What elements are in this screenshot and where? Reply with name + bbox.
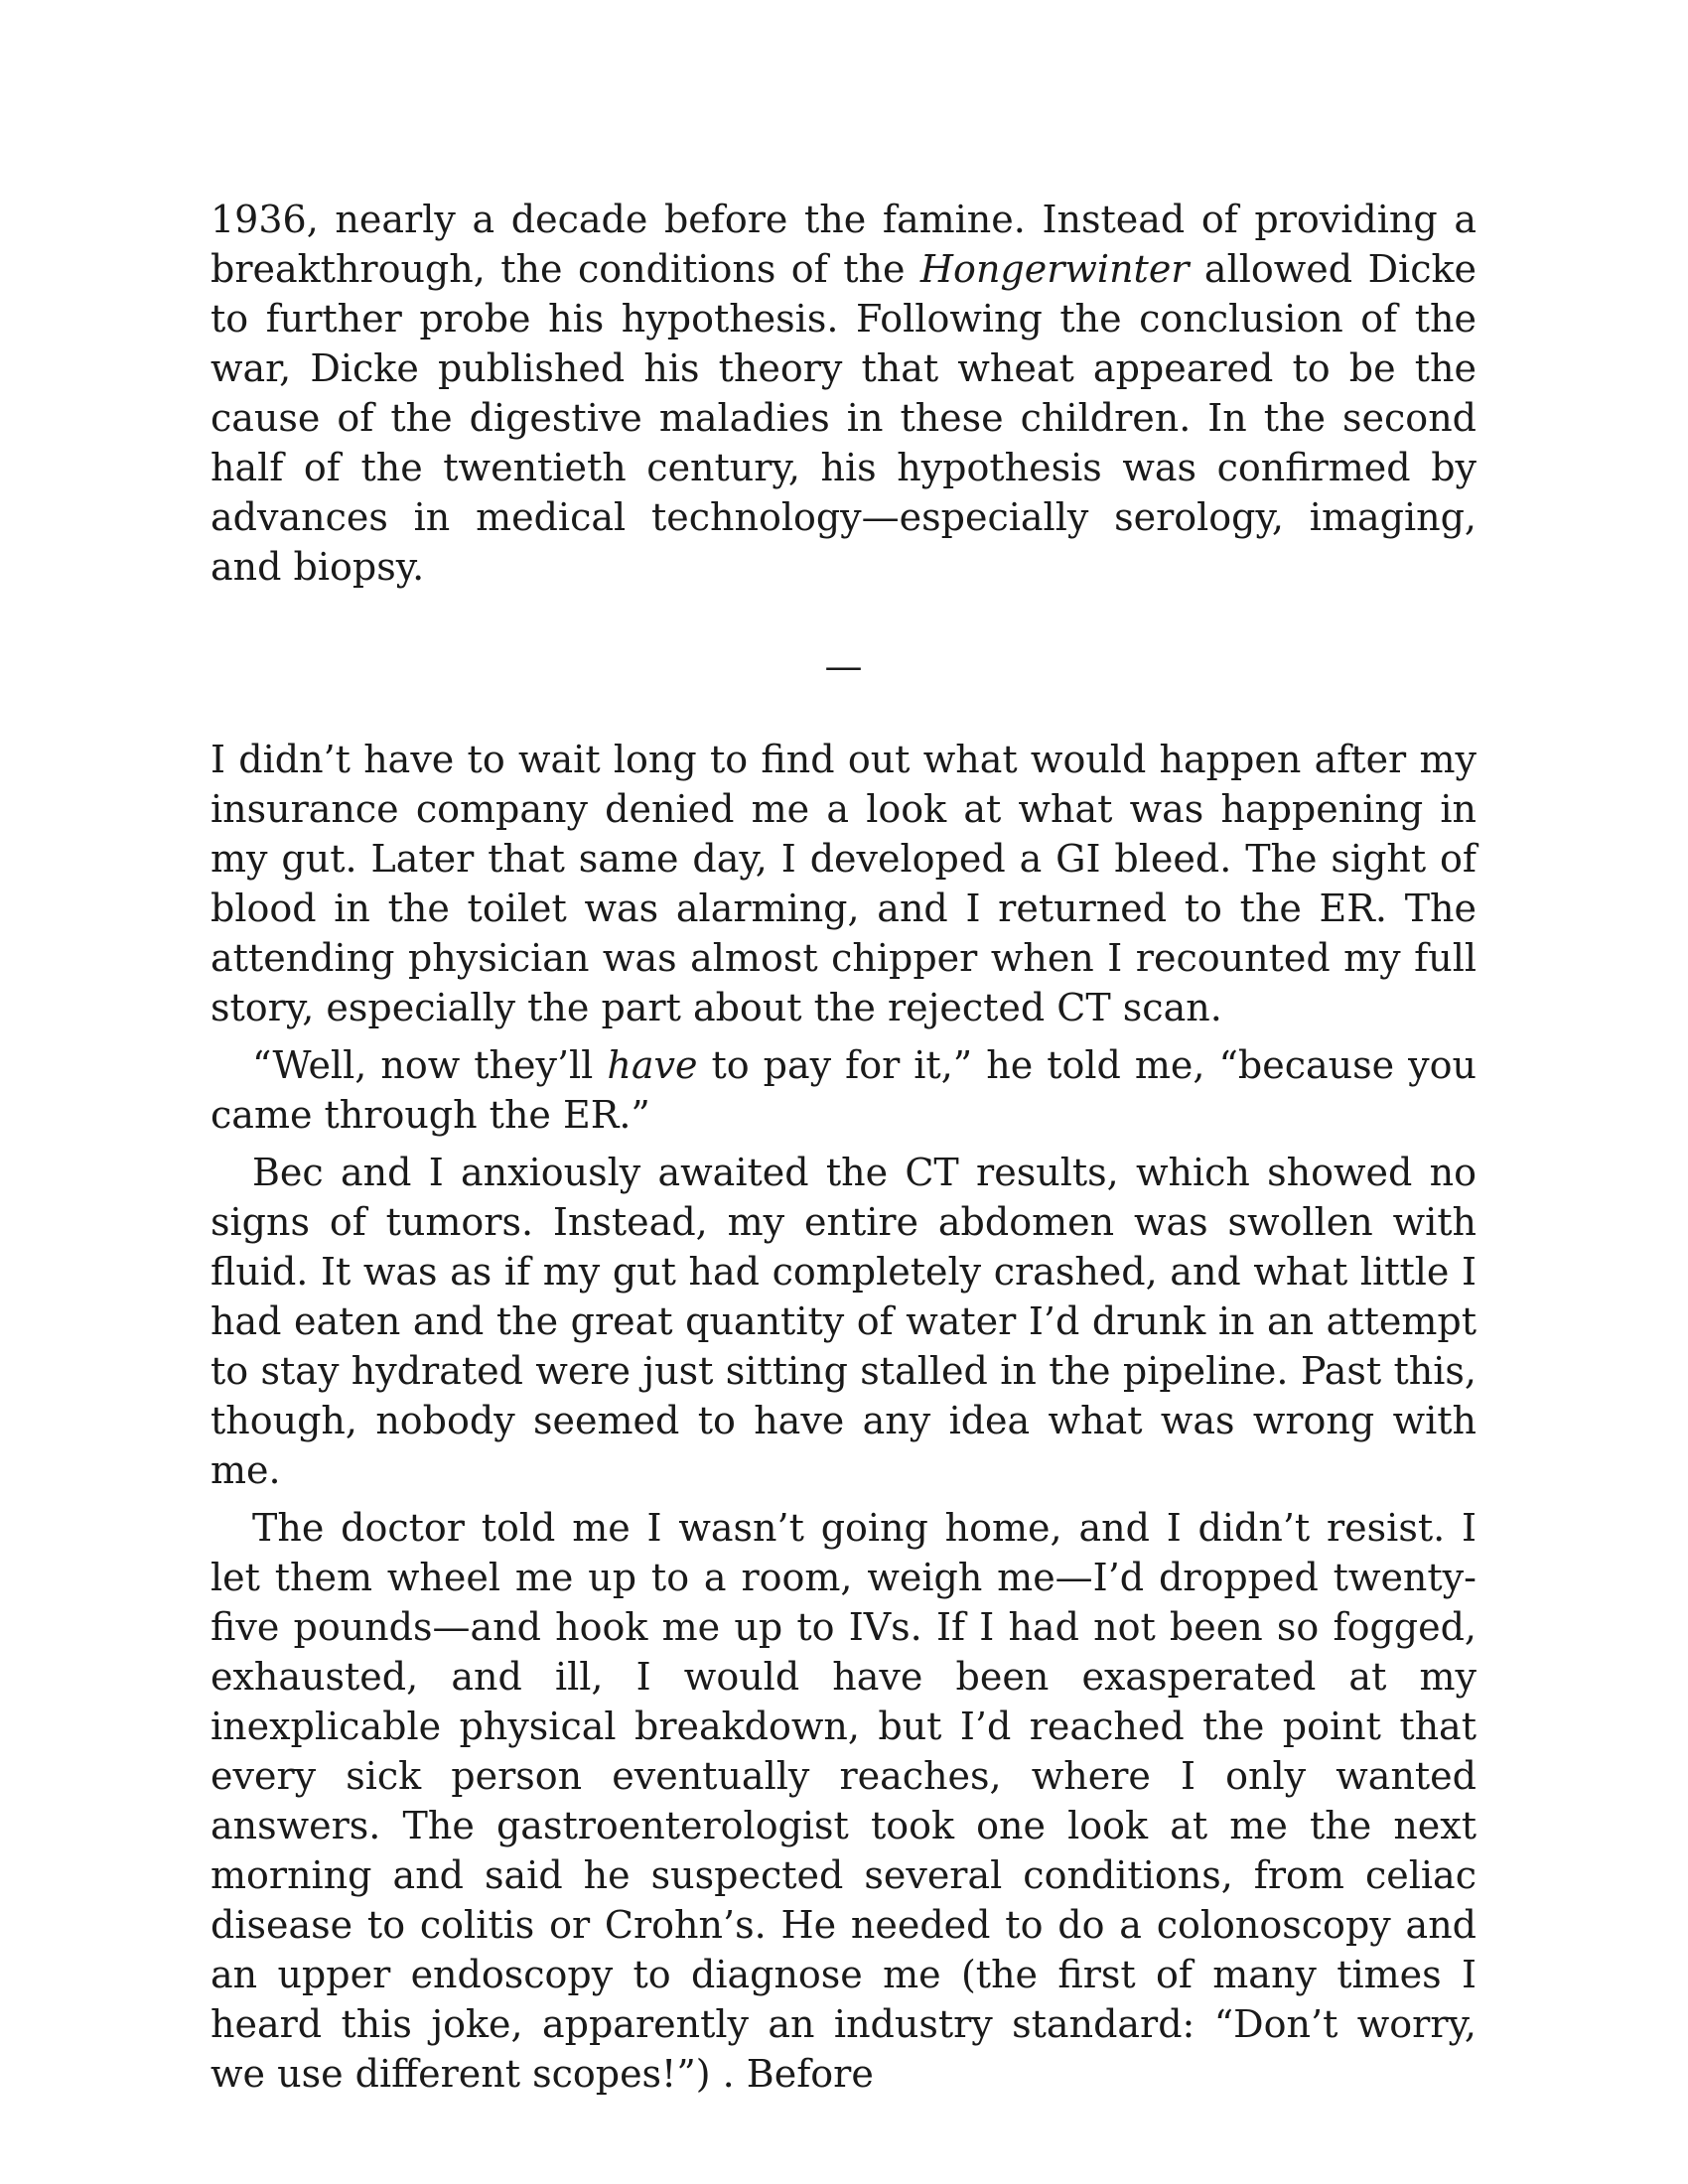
text-segment: The doctor told me I wasn’t going home, and I didn’t resist. I let them wheel me up to a room, weigh me—I’d dropped twenty-five pounds—and hook me up to IVs. If I had not been so fogged, exhausted, and ill, I would have been exasperated at my inexplicable physical breakdown, but I’d reached the point that every sick person eventually reaches, where I only wanted answers. The gastroenterologist took one look at me the next morning and said he suspected several conditions, from celiac disease to colitis or Crohn’s. He needed to do a colonoscopy and an upper endoscopy to diagnose me (the first of many times I heard this joke, apparently an industry standard: “Don’t worry, we use different scopes!”) . Before: [211, 1506, 1477, 2096]
paragraph-hospital-admission: [211, 1503, 1477, 2099]
paragraph-gi-bleed: [211, 735, 1477, 1032]
text-segment: to pay for it,” he told me, “because you came through the ER.”: [211, 1043, 1477, 1137]
text-segment: I didn’t have to wait long to find out what would happen after my insurance company denied me a look at what was happening in my gut. Later that same day, I developed a GI bleed. The sight of blood in the toilet was alarming, and I returned to the ER. The attending physician was almost chipper when I recounted my full story, especially the part about the rejected CT scan.: [211, 738, 1477, 1029]
text-segment-italic: have: [607, 1043, 698, 1087]
text-segment: allowed Dicke to further probe his hypothesis. Following the conclusion of the war, Dicke published his theory that wheat appeared to be the cause of the digestive maladies in these children. In the second half of the twentieth century, his hypothesis was confirmed by advances in medical technology—especially serology, imaging, and biopsy.: [211, 247, 1477, 589]
paragraph-ct-results: [211, 1148, 1477, 1495]
text-segment: “Well, now they’ll: [252, 1043, 608, 1087]
section-separator: —: [824, 644, 863, 688]
text-segment: Bec and I anxiously awaited the CT results, which showed no signs of tumors. Instead, my entire abdomen was swollen with fluid. It was as if my gut had completely crashed, and what little I had eaten and the great quantity of water I’d drunk in an attempt to stay hydrated were just sitting stalled in the pipeline. Past this, though, nobody seemed to have any idea what was wrong with me.: [211, 1151, 1477, 1492]
paragraph-dicke-hypothesis: [211, 195, 1477, 592]
paragraph-doctor-quote: [211, 1040, 1477, 1140]
text-segment: 1936, nearly a decade before the famine. Instead of providing a breakthrough, the conditions of the: [211, 198, 1477, 291]
document-page: [211, 195, 1477, 2099]
text-segment-italic: Hongerwinter: [919, 247, 1190, 291]
